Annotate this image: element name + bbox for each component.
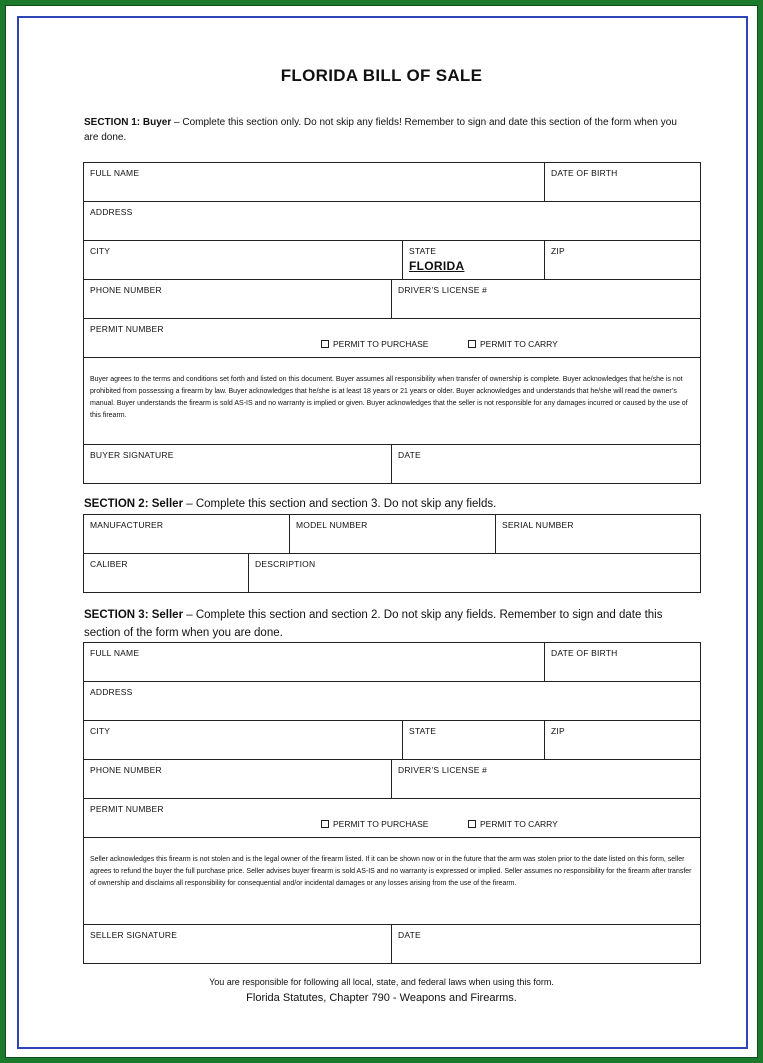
model-number-label: MODEL NUMBER — [296, 520, 368, 530]
section2-heading — [84, 495, 694, 513]
section3-label: SECTION 3: Seller — [84, 609, 184, 621]
buyer-permit-carry-checkbox[interactable] — [468, 339, 558, 349]
section3-instruction: – Complete this section and section 2. Do not skip any fields. Remember to sign and date this section of the form when you are done. — [84, 609, 663, 639]
seller-address-label: ADDRESS — [90, 687, 133, 697]
buyer-license-field[interactable] — [392, 280, 701, 318]
buyer-state-value: FLORIDA — [409, 259, 465, 273]
seller-city-label: CITY — [90, 726, 111, 736]
seller-permit-purchase-checkbox[interactable] — [321, 819, 428, 829]
buyer-address-label: ADDRESS — [90, 207, 133, 217]
seller-date-field[interactable] — [392, 925, 701, 963]
model-number-field[interactable] — [290, 515, 496, 553]
checkbox-icon — [321, 340, 329, 348]
seller-license-field[interactable] — [392, 760, 701, 798]
serial-number-field[interactable] — [496, 515, 701, 553]
seller-zip-field[interactable] — [545, 721, 701, 759]
seller-terms: Seller acknowledges this firearm is not stolen and is the legal owner of the firearm listed. If it can be shown now or in the future that the arm was stolen prior to the date listed on this form, seller agrees to refund the buyer the full purchase price. Seller advises buyer firearm is sold AS-IS and no warranty is expressed or implied. Seller assumes no responsibility for the firearm after transfer of ownership and disclaims all responsibility for consequential and/or incidental damages or any losses arising from the use of the firearm. — [84, 838, 701, 924]
checkbox-icon — [321, 820, 329, 828]
caliber-field[interactable] — [84, 554, 249, 592]
buyer-date-field[interactable] — [392, 445, 701, 483]
seller-signature-label: SELLER SIGNATURE — [90, 930, 178, 940]
seller-address-field[interactable] — [84, 682, 701, 720]
buyer-city-field[interactable] — [84, 241, 403, 279]
buyer-permit-field[interactable] — [84, 319, 701, 357]
seller-dob-field[interactable] — [545, 643, 701, 681]
description-field[interactable] — [249, 554, 701, 592]
seller-permit-carry-label: PERMIT TO CARRY — [480, 819, 558, 829]
footer-notice: You are responsible for following all local, state, and federal laws when using this form. — [209, 977, 554, 987]
checkbox-icon — [468, 820, 476, 828]
manufacturer-field[interactable] — [84, 515, 290, 553]
buyer-signature-field[interactable] — [84, 445, 392, 483]
form-title: FLORIDA BILL OF SALE — [280, 66, 483, 85]
buyer-phone-label: PHONE NUMBER — [90, 285, 162, 295]
buyer-address-field[interactable] — [84, 202, 701, 240]
section1-instruction: – Complete this section only. Do not skip any fields! Remember to sign and date this section of the form when you are done. — [84, 117, 677, 143]
seller-city-field[interactable] — [84, 721, 403, 759]
seller-table — [83, 642, 701, 964]
checkbox-icon — [468, 340, 476, 348]
buyer-permit-purchase-checkbox[interactable] — [321, 339, 428, 349]
caliber-label: CALIBER — [90, 559, 128, 569]
buyer-permit-carry-label: PERMIT TO CARRY — [480, 339, 558, 349]
section3-heading — [84, 606, 694, 642]
footer-statute: Florida Statutes, Chapter 790 - Weapons and Firearms. — [246, 992, 517, 1004]
buyer-dob-label: DATE OF BIRTH — [551, 168, 618, 178]
buyer-zip-field[interactable] — [545, 241, 701, 279]
section1-heading — [84, 115, 694, 145]
seller-phone-label: PHONE NUMBER — [90, 765, 162, 775]
buyer-full-name-label: FULL NAME — [90, 168, 140, 178]
seller-full-name-field[interactable] — [84, 643, 545, 681]
buyer-dob-field[interactable] — [545, 163, 701, 201]
buyer-city-label: CITY — [90, 246, 111, 256]
section2-instruction: – Complete this section and section 3. Do not skip any fields. — [183, 498, 497, 510]
serial-number-label: SERIAL NUMBER — [502, 520, 574, 530]
buyer-license-label: DRIVER’S LICENSE # — [398, 285, 488, 295]
seller-permit-carry-checkbox[interactable] — [468, 819, 558, 829]
buyer-permit-purchase-label: PERMIT TO PURCHASE — [333, 339, 429, 349]
buyer-permit-label: PERMIT NUMBER — [90, 324, 164, 334]
buyer-zip-label: ZIP — [551, 246, 565, 256]
seller-full-name-label: FULL NAME — [90, 648, 140, 658]
seller-state-label: STATE — [409, 726, 437, 736]
description-label: DESCRIPTION — [255, 559, 316, 569]
buyer-state-field[interactable] — [403, 241, 545, 279]
buyer-phone-field[interactable] — [84, 280, 392, 318]
section2-label: SECTION 2: Seller — [84, 498, 184, 510]
seller-license-label: DRIVER’S LICENSE # — [398, 765, 488, 775]
seller-date-label: DATE — [398, 930, 421, 940]
seller-signature-field[interactable] — [84, 925, 392, 963]
buyer-full-name-field[interactable] — [84, 163, 545, 201]
seller-phone-field[interactable] — [84, 760, 392, 798]
manufacturer-label: MANUFACTURER — [90, 520, 164, 530]
seller-permit-field[interactable] — [84, 799, 701, 837]
buyer-signature-label: BUYER SIGNATURE — [90, 450, 174, 460]
seller-zip-label: ZIP — [551, 726, 565, 736]
firearm-table — [83, 514, 701, 593]
seller-state-field[interactable] — [403, 721, 545, 759]
buyer-terms: Buyer agrees to the terms and conditions set forth and listed on this document. Buyer assumes all responsibility when transfer of ownership is complete. Buyer acknowledges that he/she is not prohibited from possessing a firearm by law. Buyer acknowledges that he/she is at least 18 years or 21 years or older. Buyer acknowledges and understands that he/she will read the owner’s manual. Buyer understands the firearm is sold AS-IS and no warranty is implied or given. Buyer acknowledges that the seller is not responsible for any damages incurred or caused by the use of this firearm. — [84, 358, 701, 444]
buyer-date-label: DATE — [398, 450, 421, 460]
seller-dob-label: DATE OF BIRTH — [551, 648, 618, 658]
seller-permit-label: PERMIT NUMBER — [90, 804, 164, 814]
section1-label: SECTION 1: Buyer — [84, 117, 172, 128]
buyer-table — [83, 162, 701, 484]
seller-permit-purchase-label: PERMIT TO PURCHASE — [333, 819, 429, 829]
buyer-state-label: STATE — [409, 246, 437, 256]
